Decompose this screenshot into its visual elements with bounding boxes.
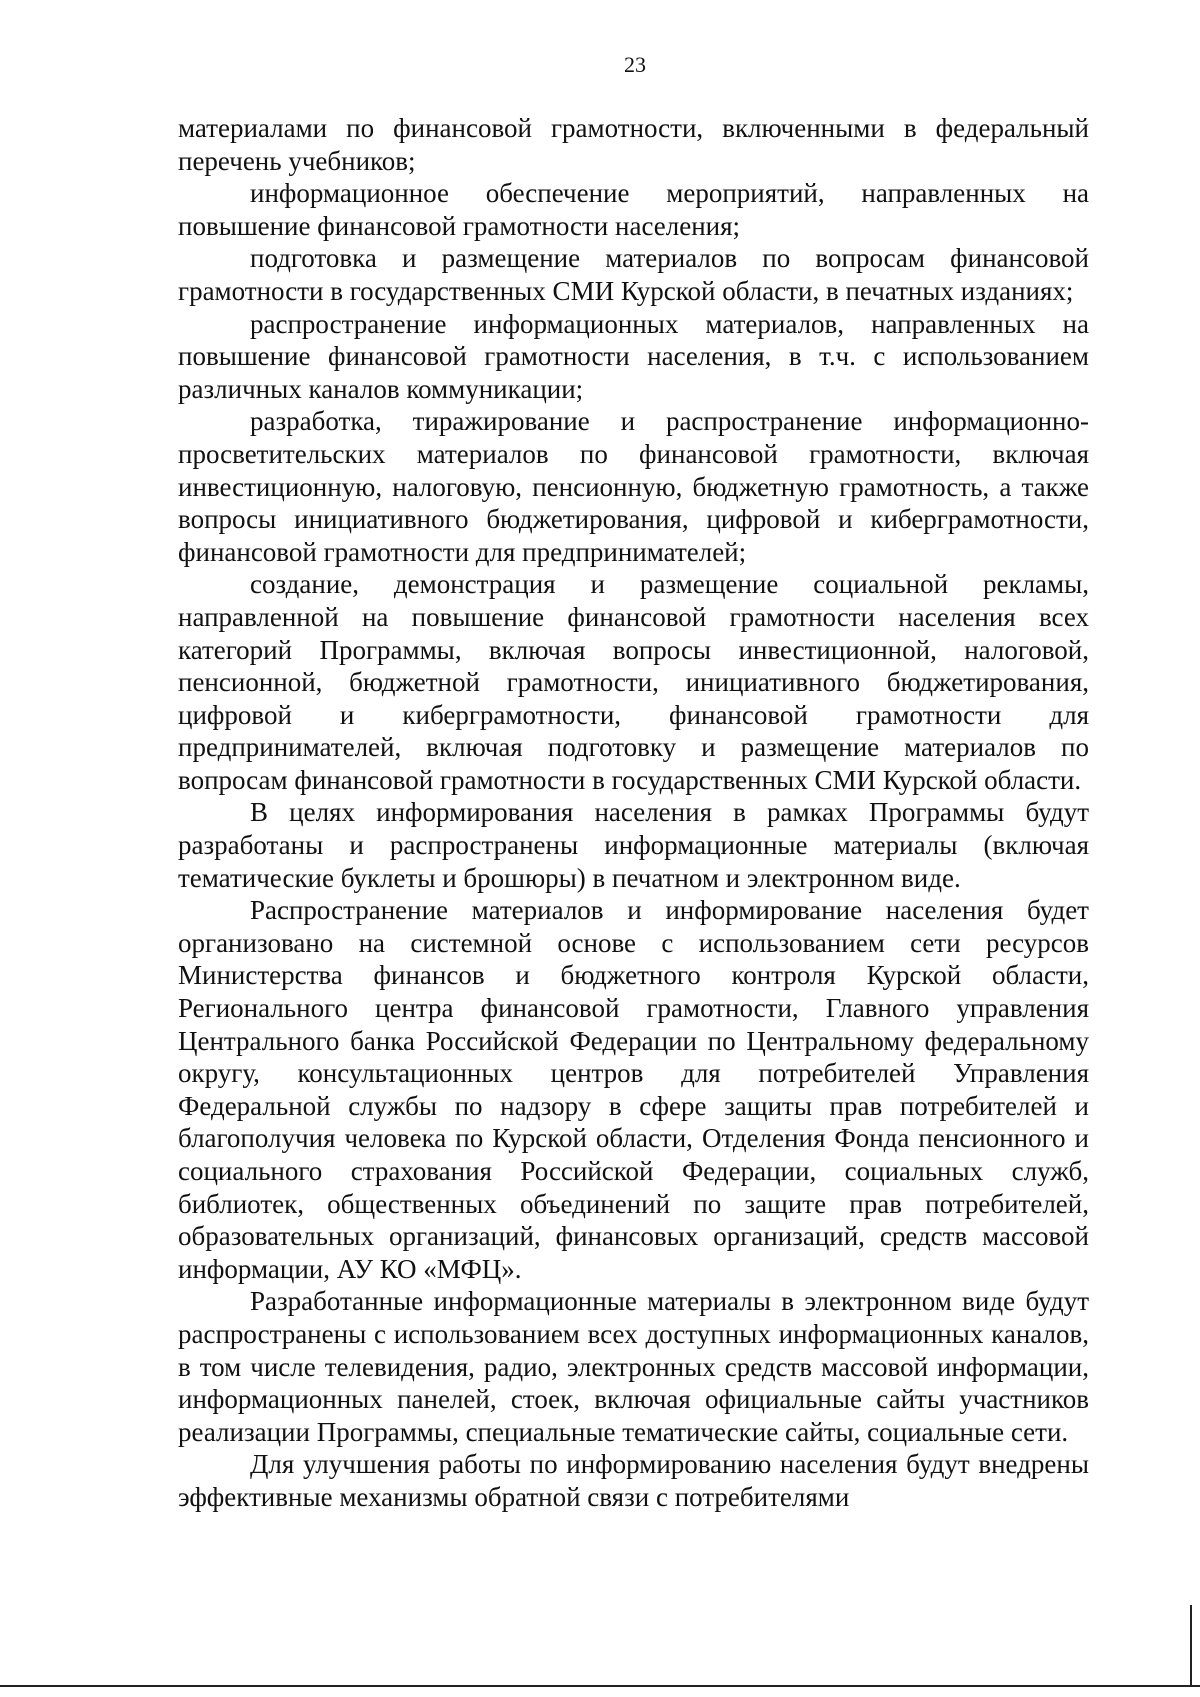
paragraph: В целях информирования населения в рамках Программы будут разработаны и распространены информационные материалы (включая тематические буклеты и брошюры) в печатном и электронном виде. [178, 797, 1089, 893]
paragraph: Разработанные информационные материалы в электронном виде будут распространены с использованием всех доступных информационных каналов, в том числе телевидения, радио, электронных средств массовой информации, информационных панелей, стоек, включая официальные сайты участников реализации Программы, специальные тематические сайты, социальные сети. [178, 1286, 1089, 1447]
page-number: 23 [624, 52, 646, 77]
paragraph: подготовка и размещение материалов по вопросам финансовой грамотности в государственных СМИ Курской области, в печатных изданиях; [178, 243, 1089, 306]
paragraph: Распространение материалов и информирование населения будет организовано на системной основе с использованием сети ресурсов Министерства финансов и бюджетного контроля Курской области, Регионального центра финансовой грамотности, Главного управления Центрального банка Российской Федерации по Центральному федеральному округу, консультационных центров для потребителей Управления Федеральной службы по надзору в сфере защиты прав потребителей и благополучия человека по Курской области, Отделения Фонда пенсионного и социального страхования Российской Федерации, социальных служб, библиотек, общественных объединений по защите прав потребителей, образовательных организаций, финансовых организаций, средств массовой информации, АУ КО «МФЦ». [178, 895, 1089, 1284]
scan-frame-right-edge [1190, 1605, 1192, 1685]
page-body [178, 112, 1089, 1514]
paragraph: информационное обеспечение мероприятий, направленных на повышение финансовой грамотности населения; [178, 178, 1089, 241]
scan-frame-bottom-edge [0, 1685, 1200, 1687]
paragraph: разработка, тиражирование и распространение информационно-просветительских материалов по финансовой грамотности, включая инвестиционную, налоговую, пенсионную, бюджетную грамотность, а также вопросы инициативного бюджетирования, цифровой и киберграмотности, финансовой грамотности для предпринимателей; [178, 406, 1089, 567]
paragraph-continuation: материалами по финансовой грамотности, включенными в федеральный перечень учебников; [178, 113, 1089, 176]
paragraph: создание, демонстрация и размещение социальной рекламы, направленной на повышение финансовой грамотности населения всех категорий Программы, включая вопросы инвестиционной, налоговой, пенсионной, бюджетной грамотности, инициативного бюджетирования, цифровой и киберграмотности, финансовой грамотности для предпринимателей, включая подготовку и размещение материалов по вопросам финансовой грамотности в государственных СМИ Курской области. [178, 569, 1089, 795]
paragraph: Для улучшения работы по информированию населения будут внедрены эффективные механизмы обратной связи с потребителями [178, 1449, 1089, 1512]
paragraph: распространение информационных материалов, направленных на повышение финансовой грамотности населения, в т.ч. с использованием различных каналов коммуникации; [178, 308, 1089, 404]
